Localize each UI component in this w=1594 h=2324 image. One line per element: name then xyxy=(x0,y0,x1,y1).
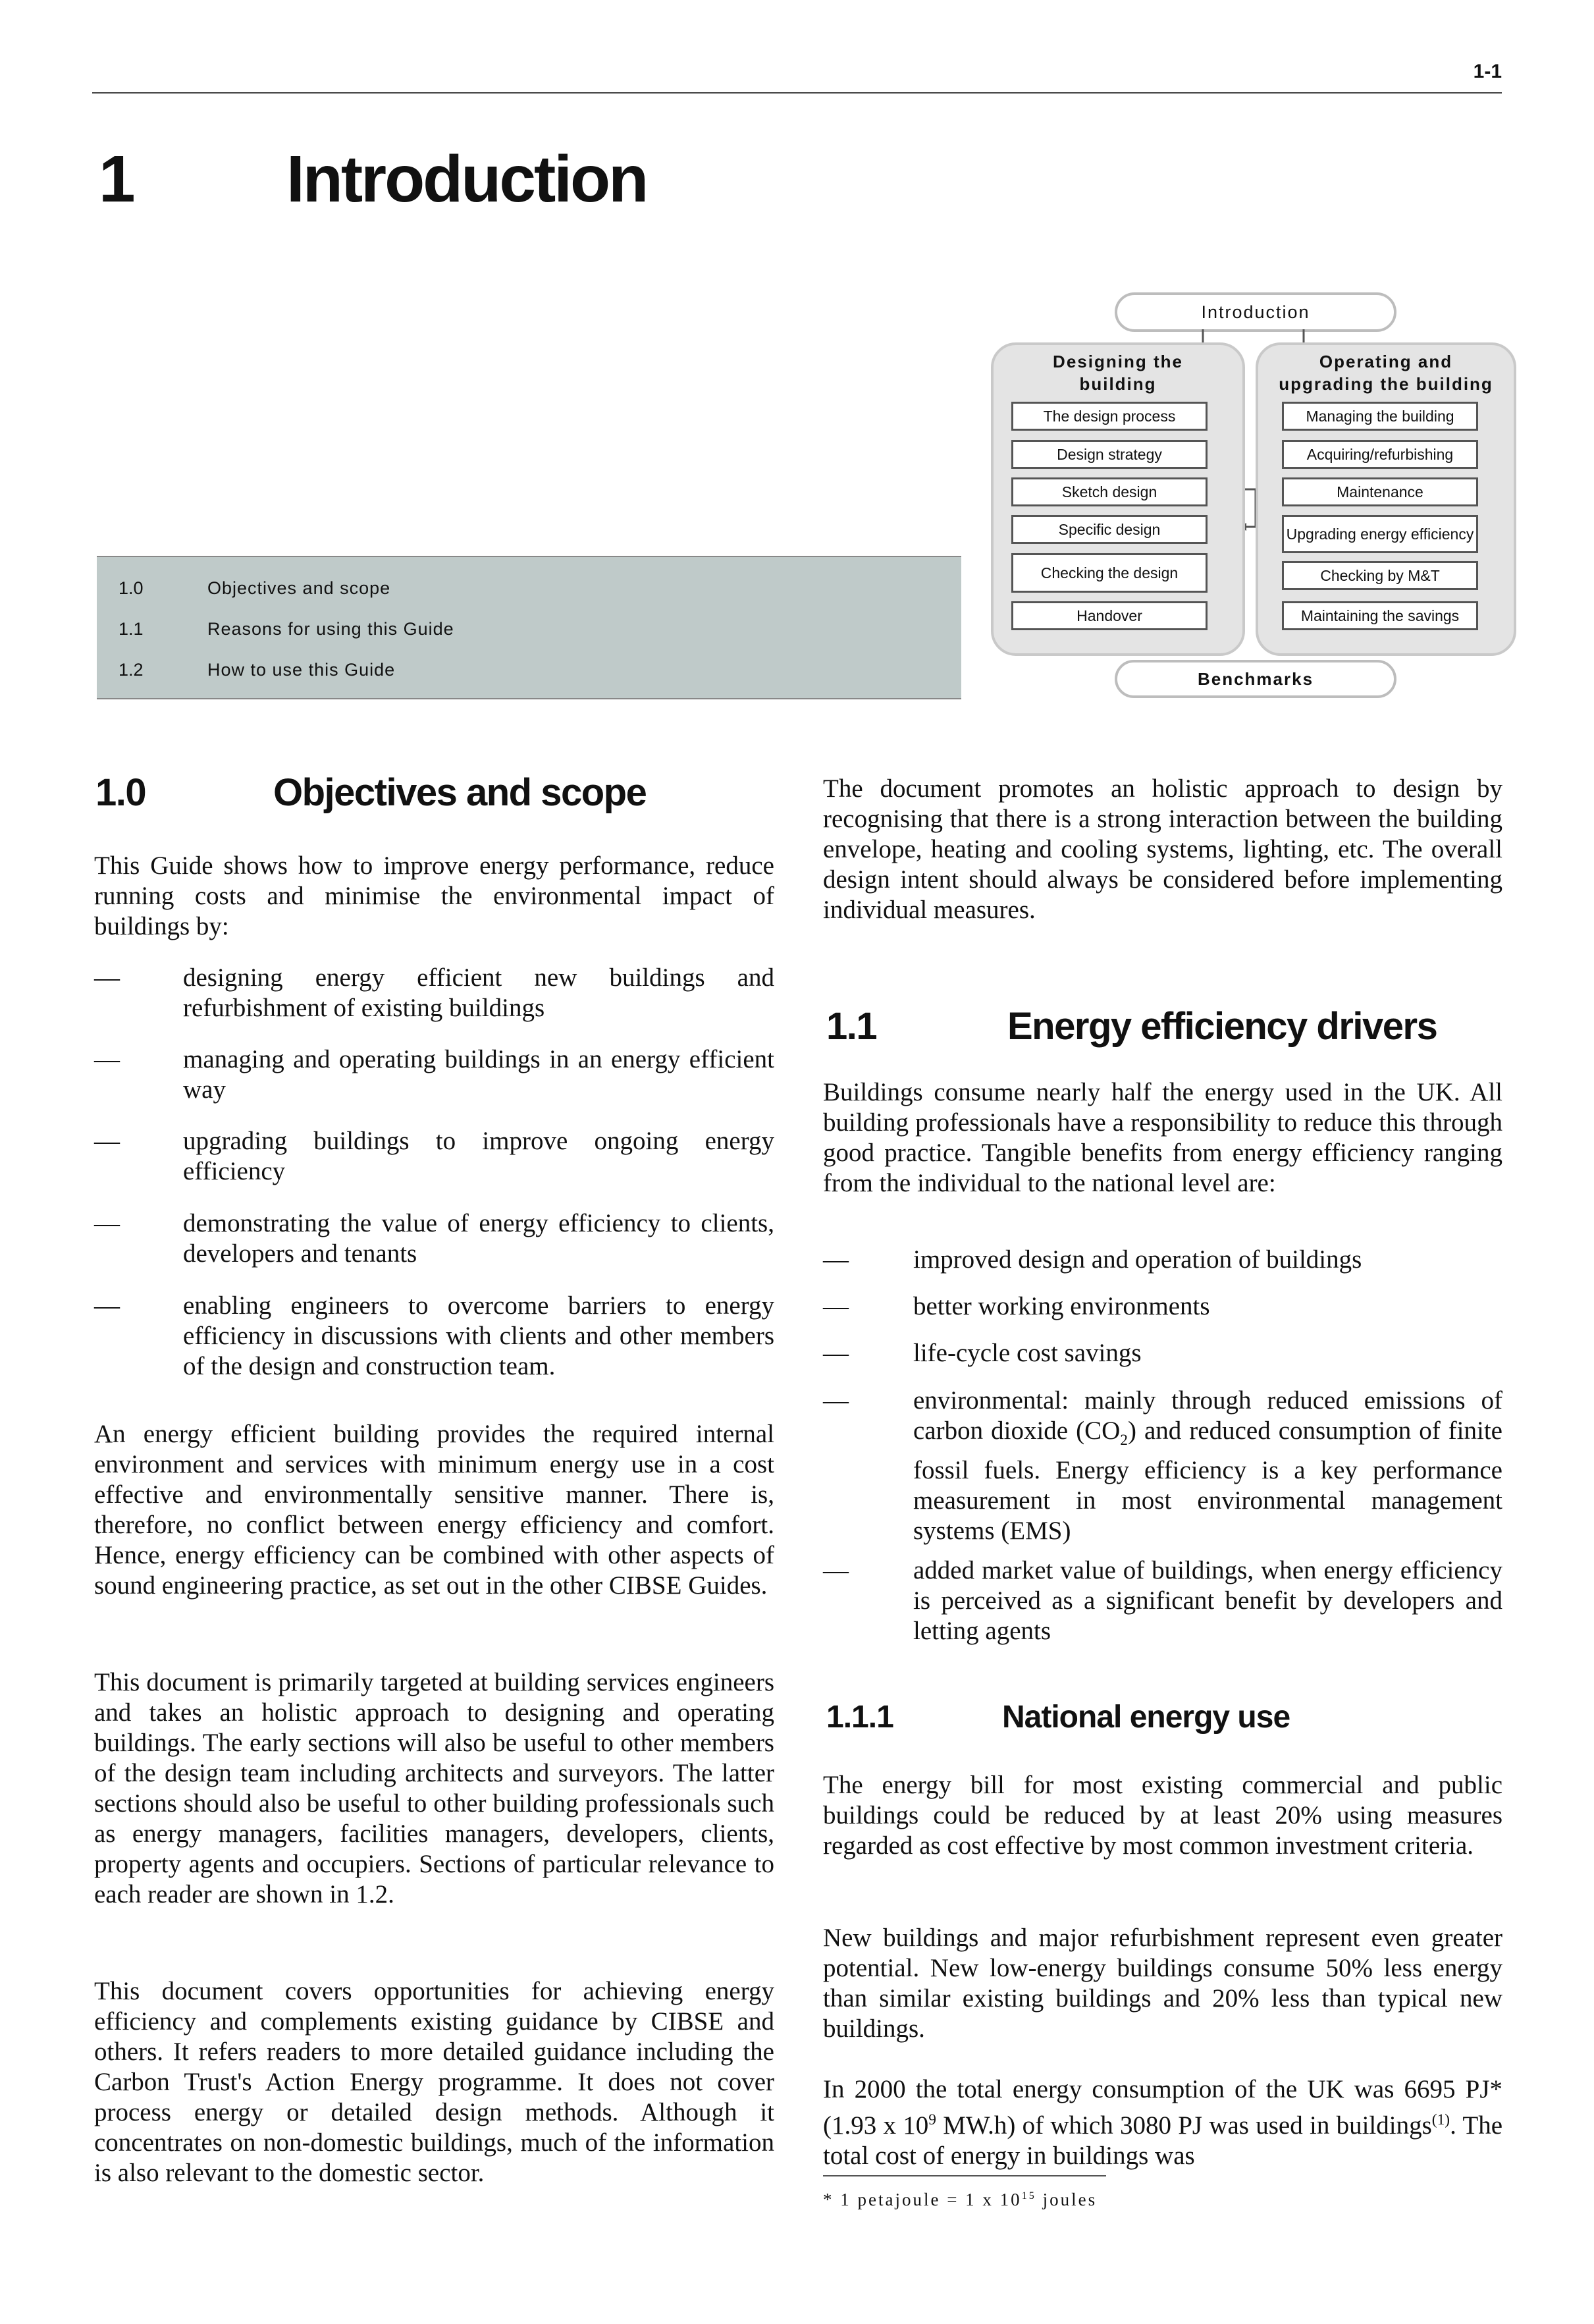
section-heading xyxy=(95,770,146,815)
paragraph: In 2000 the total energy consumption of the UK was 6695 PJ* (1.93 x $10^9$ MW.h) of which 3080 PJ was used in buildings$^{(1)}$. The total cost of energy in buildings was xyxy=(823,2075,1502,2170)
diagram-box: Maintaining the savings xyxy=(1282,601,1478,630)
section-heading xyxy=(826,1004,876,1048)
guide-structure-diagram xyxy=(991,290,1511,705)
list-item: — managing and operating buildings in an energy efficient way xyxy=(94,1045,774,1104)
list-item: — improved design and operation of buildings xyxy=(823,1245,1362,1274)
diagram-box: Design strategy xyxy=(1011,440,1208,469)
diagram-box: Checking the design xyxy=(1011,553,1208,593)
diagram-box: Upgrading energy efficiency xyxy=(1282,515,1478,553)
list-item: — designing energy efficient new buildings and refurbishment of existing buildings xyxy=(94,963,774,1022)
paragraph: This document is primarily targeted at building services engineers and takes an holistic approach to designing and operating buildings. The early sections will also be useful to other members of the design team including architects and surveyors. The latter sections should also be useful to other building professionals such as energy managers, facilities managers, developers, clients, property agents and occupiers. Sections of particular relevance to each reader are shown in 1.2. xyxy=(94,1668,774,1908)
paragraph: An energy efficient building provides the required internal environment and services with minimum energy use in a cost effective and environmentally sensitive manner. There is, therefore, no conflict between energy efficiency and comfort. Hence, energy efficiency can be combined with other aspects of sound engineering practice, as set out in the other CIBSE Guides. xyxy=(94,1420,774,1600)
diagram-box: Checking by M&T xyxy=(1282,561,1478,590)
paragraph: This Guide shows how to improve energy performance, reduce running costs and minimise the environmental impact of buildings by: xyxy=(94,851,774,940)
diagram-box: The design process xyxy=(1011,402,1208,431)
paragraph: New buildings and major refurbishment represent even greater potential. New low-energy buildings consume 50% less energy than similar existing buildings and 20% less than typical new buildings. xyxy=(823,1924,1502,2043)
right-panel-title: Operating and upgrading the building xyxy=(1279,352,1493,394)
subsection-number: 1.1.1 xyxy=(826,1700,893,1735)
diagram-benchmarks-pill: Benchmarks xyxy=(1115,660,1396,698)
section-title: Energy efficiency drivers xyxy=(1007,1005,1437,1048)
toc-number: 1.0 xyxy=(119,578,144,598)
section-title: Objectives and scope xyxy=(273,771,647,814)
diagram-right-panel xyxy=(1256,342,1516,656)
toc-number: 1.2 xyxy=(119,660,144,680)
list-item: — environmental: mainly through reduced emissions of carbon dioxide $(CO_2)$ and reduced consumption of finite fossil fuels. Energy efficiency is a key performance measurement in most environmental management systems (EMS) xyxy=(823,1386,1502,1545)
list-item: — upgrading buildings to improve ongoing energy efficiency xyxy=(94,1127,774,1185)
toc-title: Reasons for using this Guide xyxy=(207,619,454,639)
toc-title: Objectives and scope xyxy=(207,578,391,598)
page-number: 1-1 xyxy=(1473,61,1502,82)
chapter-contents xyxy=(97,556,961,699)
list-item: — enabling engineers to overcome barriers to energy efficiency in discussions with clients and other members of the design and construction team. xyxy=(94,1291,774,1380)
footnote-rule xyxy=(823,2175,1106,2176)
paragraph: This document covers opportunities for achieving energy efficiency and complements existing guidance by CIBSE and others. It refers readers to more detailed guidance including the Carbon Trust's Action Energy programme. It does not cover process energy or detailed design methods. Although it concentrates on non-domestic buildings, much of the information is also relevant to the domestic sector. xyxy=(94,1977,774,2187)
list-item: — life-cycle cost savings xyxy=(823,1339,1142,1367)
section-number: 1.0 xyxy=(95,771,146,814)
section-number: 1.1 xyxy=(826,1005,877,1048)
left-panel-title: Designing the building xyxy=(1053,352,1183,394)
diagram-box: Managing the building xyxy=(1282,402,1478,431)
diagram-box: Maintenance xyxy=(1282,477,1478,506)
list-item: — demonstrating the value of energy efficiency to clients, developers and tenants xyxy=(94,1209,774,1268)
toc-number: 1.1 xyxy=(119,619,144,639)
diagram-introduction-pill: Introduction xyxy=(1115,292,1396,332)
list-item: — added market value of buildings, when energy efficiency is perceived as a significant benefit by developers and letting agents xyxy=(823,1556,1502,1645)
footnote: * 1 petajoule = 1 x $10^{15}$ joules xyxy=(823,2190,1098,2209)
diagram-box: Acquiring/refurbishing xyxy=(1282,440,1478,469)
diagram-box: Sketch design xyxy=(1011,477,1208,506)
diagram-box: Specific design xyxy=(1011,515,1208,544)
diagram-left-panel xyxy=(991,342,1245,656)
paragraph: Buildings consume nearly half the energy used in the UK. All building professionals have a responsibility to reduce this through good practice. Tangible benefits from energy efficiency ranging from the individual to the national level are: xyxy=(823,1078,1502,1197)
subsection-title: National energy use xyxy=(1002,1700,1290,1735)
chapter-title: Introduction xyxy=(286,142,647,216)
chapter-number: 1 xyxy=(99,142,134,216)
paragraph: The document promotes an holistic approach to design by recognising that there is a strong interaction between the building envelope, heating and cooling systems, lighting, etc. The overall design intent should always be considered before implementing individual measures. xyxy=(823,774,1502,924)
list-item: — better working environments xyxy=(823,1292,1210,1320)
toc-title: How to use this Guide xyxy=(207,660,396,680)
subsection-heading xyxy=(826,1699,893,1735)
diagram-box: Handover xyxy=(1011,601,1208,630)
header-rule xyxy=(92,92,1502,94)
paragraph: The energy bill for most existing commercial and public buildings could be reduced by at least 20% using measures regarded as cost effective by most common investment criteria. xyxy=(823,1771,1502,1860)
